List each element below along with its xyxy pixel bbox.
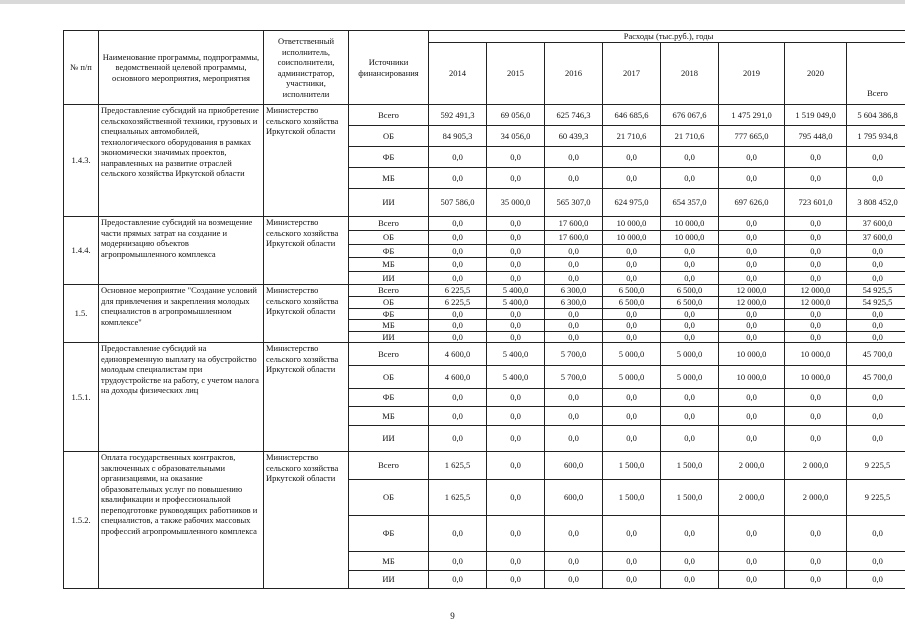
value-cell: 0,0 (785, 571, 847, 589)
value-cell: 5 700,0 (545, 366, 603, 389)
value-cell: 0,0 (545, 308, 603, 320)
value-cell: 4 600,0 (429, 366, 487, 389)
total-cell: 0,0 (847, 168, 905, 189)
value-cell: 676 067,6 (661, 105, 719, 126)
value-cell: 0,0 (545, 516, 603, 552)
value-cell: 0,0 (661, 389, 719, 407)
value-cell: 565 307,0 (545, 189, 603, 217)
table-row (64, 343, 905, 366)
value-cell: 0,0 (661, 571, 719, 589)
funding-source: ОБ (349, 297, 429, 309)
responsible-executor: Министерство сельского хозяйства Иркутской области (264, 105, 349, 217)
value-cell: 0,0 (785, 245, 847, 258)
value-cell: 795 448,0 (785, 126, 847, 147)
financing-table (63, 30, 905, 589)
value-cell: 2 000,0 (785, 480, 847, 516)
value-cell: 12 000,0 (719, 297, 785, 309)
value-cell: 723 601,0 (785, 189, 847, 217)
total-cell: 0,0 (847, 320, 905, 332)
value-cell: 5 700,0 (545, 343, 603, 366)
total-cell: 37 600,0 (847, 217, 905, 231)
value-cell: 777 665,0 (719, 126, 785, 147)
total-cell: 54 925,5 (847, 297, 905, 309)
header-num: № п/п (64, 31, 99, 105)
value-cell: 0,0 (487, 407, 545, 426)
value-cell: 0,0 (661, 308, 719, 320)
funding-source: ИИ (349, 272, 429, 285)
value-cell: 69 056,0 (487, 105, 545, 126)
program-name: Предоставление субсидий на единовременную выплату на обустройство молодым специалистам при трудоустройстве на работу, с учетом налога на доходы физических лиц (99, 343, 264, 452)
header-name: Наименование программы, подпрограммы, ведомственной целевой программы, основного мероприятия, мероприятия (99, 31, 264, 105)
value-cell: 0,0 (785, 407, 847, 426)
total-cell: 0,0 (847, 272, 905, 285)
value-cell: 5 000,0 (603, 343, 661, 366)
funding-source: ФБ (349, 147, 429, 168)
funding-source: ОБ (349, 231, 429, 245)
header-year: 2017 (603, 43, 661, 105)
value-cell: 0,0 (429, 426, 487, 452)
value-cell: 0,0 (785, 426, 847, 452)
total-cell: 45 700,0 (847, 343, 905, 366)
value-cell: 0,0 (545, 245, 603, 258)
value-cell: 0,0 (487, 231, 545, 245)
value-cell: 0,0 (603, 272, 661, 285)
value-cell: 0,0 (487, 217, 545, 231)
value-cell: 84 905,3 (429, 126, 487, 147)
value-cell: 0,0 (661, 426, 719, 452)
value-cell: 0,0 (545, 426, 603, 452)
value-cell: 0,0 (785, 168, 847, 189)
funding-source: ИИ (349, 571, 429, 589)
table-row (64, 452, 905, 480)
value-cell: 0,0 (545, 389, 603, 407)
value-cell: 0,0 (661, 552, 719, 571)
total-cell: 1 795 934,8 (847, 126, 905, 147)
value-cell: 654 357,0 (661, 189, 719, 217)
value-cell: 1 625,5 (429, 452, 487, 480)
value-cell: 12 000,0 (719, 285, 785, 297)
total-cell: 0,0 (847, 331, 905, 343)
value-cell: 0,0 (603, 168, 661, 189)
value-cell: 10 000,0 (661, 231, 719, 245)
value-cell: 0,0 (487, 331, 545, 343)
value-cell: 0,0 (545, 320, 603, 332)
table-row (64, 217, 905, 231)
value-cell: 0,0 (487, 516, 545, 552)
value-cell: 0,0 (429, 308, 487, 320)
value-cell: 0,0 (545, 168, 603, 189)
value-cell: 21 710,6 (603, 126, 661, 147)
total-cell: 0,0 (847, 389, 905, 407)
value-cell: 0,0 (487, 426, 545, 452)
value-cell: 0,0 (603, 426, 661, 452)
value-cell: 6 225,5 (429, 297, 487, 309)
total-cell: 0,0 (847, 407, 905, 426)
value-cell: 0,0 (429, 217, 487, 231)
value-cell: 0,0 (487, 245, 545, 258)
value-cell: 10 000,0 (785, 343, 847, 366)
value-cell: 0,0 (487, 320, 545, 332)
value-cell: 0,0 (487, 480, 545, 516)
value-cell: 1 500,0 (661, 452, 719, 480)
value-cell: 0,0 (719, 272, 785, 285)
table-row (64, 105, 905, 126)
value-cell: 6 500,0 (603, 297, 661, 309)
funding-source: МБ (349, 258, 429, 272)
funding-source: МБ (349, 407, 429, 426)
value-cell: 0,0 (487, 552, 545, 571)
value-cell: 0,0 (429, 168, 487, 189)
value-cell: 0,0 (429, 320, 487, 332)
value-cell: 0,0 (661, 516, 719, 552)
header-expenses: Расходы (тыс.руб.), годы (429, 31, 905, 43)
value-cell: 0,0 (429, 272, 487, 285)
value-cell: 0,0 (429, 552, 487, 571)
funding-source: Всего (349, 217, 429, 231)
value-cell: 6 225,5 (429, 285, 487, 297)
value-cell: 0,0 (719, 389, 785, 407)
total-cell: 5 604 386,8 (847, 105, 905, 126)
table-row (64, 285, 905, 297)
total-cell: 37 600,0 (847, 231, 905, 245)
funding-source: Всего (349, 343, 429, 366)
value-cell: 5 400,0 (487, 366, 545, 389)
value-cell: 0,0 (719, 258, 785, 272)
value-cell: 0,0 (545, 331, 603, 343)
value-cell: 0,0 (429, 258, 487, 272)
value-cell: 592 491,3 (429, 105, 487, 126)
funding-source: ИИ (349, 426, 429, 452)
total-cell: 0,0 (847, 258, 905, 272)
header-year: 2014 (429, 43, 487, 105)
funding-source: ФБ (349, 389, 429, 407)
value-cell: 1 500,0 (603, 480, 661, 516)
value-cell: 0,0 (545, 571, 603, 589)
value-cell: 0,0 (603, 308, 661, 320)
value-cell: 6 500,0 (661, 297, 719, 309)
value-cell: 0,0 (719, 331, 785, 343)
row-number: 1.5.1. (64, 343, 99, 452)
value-cell: 6 300,0 (545, 297, 603, 309)
value-cell: 5 000,0 (603, 366, 661, 389)
page-number: 9 (450, 611, 455, 621)
funding-source: ОБ (349, 126, 429, 147)
value-cell: 1 519 049,0 (785, 105, 847, 126)
value-cell: 0,0 (603, 516, 661, 552)
value-cell: 0,0 (719, 426, 785, 452)
value-cell: 0,0 (429, 571, 487, 589)
value-cell: 0,0 (785, 389, 847, 407)
total-cell: 9 225,5 (847, 480, 905, 516)
value-cell: 0,0 (661, 272, 719, 285)
value-cell: 10 000,0 (603, 231, 661, 245)
value-cell: 1 500,0 (661, 480, 719, 516)
total-cell: 0,0 (847, 552, 905, 571)
value-cell: 625 746,3 (545, 105, 603, 126)
value-cell: 697 626,0 (719, 189, 785, 217)
total-cell: 54 925,5 (847, 285, 905, 297)
funding-source: ОБ (349, 366, 429, 389)
value-cell: 0,0 (661, 147, 719, 168)
value-cell: 10 000,0 (719, 343, 785, 366)
funding-source: Всего (349, 285, 429, 297)
value-cell: 0,0 (603, 320, 661, 332)
value-cell: 0,0 (545, 272, 603, 285)
total-cell: 0,0 (847, 516, 905, 552)
value-cell: 0,0 (785, 331, 847, 343)
value-cell: 624 975,0 (603, 189, 661, 217)
value-cell: 10 000,0 (661, 217, 719, 231)
value-cell: 0,0 (603, 245, 661, 258)
header-year: 2018 (661, 43, 719, 105)
value-cell: 0,0 (487, 389, 545, 407)
program-name: Основное мероприятие "Создание условий для привлечения и закрепления молодых специалистов в агропромышленном комплексе" (99, 285, 264, 343)
total-cell: 45 700,0 (847, 366, 905, 389)
value-cell: 0,0 (719, 516, 785, 552)
value-cell: 0,0 (545, 147, 603, 168)
value-cell: 5 000,0 (661, 366, 719, 389)
value-cell: 0,0 (661, 168, 719, 189)
program-name: Предоставление субсидий на приобретение сельскохозяйственной техники, грузовых и специальных автомобилей, технологического оборудования в рамках экономически значимых проектов, направленных на развитие отраслей сельского хозяйства Иркутской области (99, 105, 264, 217)
value-cell: 0,0 (603, 147, 661, 168)
responsible-executor: Министерство сельского хозяйства Иркутской области (264, 452, 349, 589)
value-cell: 0,0 (719, 168, 785, 189)
value-cell: 0,0 (487, 272, 545, 285)
value-cell: 34 056,0 (487, 126, 545, 147)
value-cell: 5 400,0 (487, 285, 545, 297)
value-cell: 0,0 (603, 331, 661, 343)
value-cell: 0,0 (719, 571, 785, 589)
value-cell: 0,0 (719, 147, 785, 168)
value-cell: 6 300,0 (545, 285, 603, 297)
row-number: 1.5. (64, 285, 99, 343)
value-cell: 0,0 (429, 389, 487, 407)
value-cell: 0,0 (719, 231, 785, 245)
value-cell: 2 000,0 (719, 480, 785, 516)
value-cell: 2 000,0 (785, 452, 847, 480)
responsible-executor: Министерство сельского хозяйства Иркутской области (264, 217, 349, 285)
total-cell: 0,0 (847, 245, 905, 258)
value-cell: 0,0 (661, 407, 719, 426)
value-cell: 5 400,0 (487, 343, 545, 366)
value-cell: 0,0 (429, 516, 487, 552)
value-cell: 0,0 (487, 147, 545, 168)
value-cell: 12 000,0 (785, 297, 847, 309)
row-number: 1.4.4. (64, 217, 99, 285)
value-cell: 10 000,0 (719, 366, 785, 389)
value-cell: 0,0 (661, 320, 719, 332)
value-cell: 0,0 (487, 258, 545, 272)
header-responsible: Ответственный исполнитель, соисполнители, администратор, участники, исполнители (264, 31, 349, 105)
value-cell: 0,0 (487, 168, 545, 189)
value-cell: 0,0 (719, 320, 785, 332)
total-cell: 0,0 (847, 426, 905, 452)
funding-source: Всего (349, 105, 429, 126)
funding-source: МБ (349, 168, 429, 189)
value-cell: 0,0 (785, 320, 847, 332)
value-cell: 0,0 (429, 331, 487, 343)
value-cell: 0,0 (785, 516, 847, 552)
header-total: Всего (847, 43, 905, 105)
program-name: Предоставление субсидий на возмещение части прямых затрат на создание и модернизацию объектов агропромышленного комплекса (99, 217, 264, 285)
program-name: Оплата государственных контрактов, заключенных с образовательными организациями, на оказание образовательных услуг по повышению квалификации и профессиональной переподготовке руководящих работников и специалистов, а также рабочих массовых профессий агропромышленного комплекса (99, 452, 264, 589)
value-cell: 2 000,0 (719, 452, 785, 480)
funding-source: ИИ (349, 189, 429, 217)
value-cell: 0,0 (603, 258, 661, 272)
scan-top-edge (0, 0, 905, 4)
funding-source: Всего (349, 452, 429, 480)
responsible-executor: Министерство сельского хозяйства Иркутской области (264, 343, 349, 452)
value-cell: 600,0 (545, 480, 603, 516)
value-cell: 646 685,6 (603, 105, 661, 126)
funding-source: МБ (349, 552, 429, 571)
total-cell: 0,0 (847, 308, 905, 320)
value-cell: 0,0 (719, 308, 785, 320)
value-cell: 0,0 (719, 552, 785, 571)
value-cell: 6 500,0 (603, 285, 661, 297)
value-cell: 10 000,0 (603, 217, 661, 231)
value-cell: 0,0 (603, 552, 661, 571)
value-cell: 0,0 (545, 552, 603, 571)
value-cell: 0,0 (785, 231, 847, 245)
value-cell: 0,0 (785, 272, 847, 285)
value-cell: 0,0 (603, 571, 661, 589)
value-cell: 21 710,6 (661, 126, 719, 147)
funding-source: МБ (349, 320, 429, 332)
value-cell: 0,0 (785, 552, 847, 571)
header-year: 2019 (719, 43, 785, 105)
value-cell: 0,0 (661, 331, 719, 343)
value-cell: 0,0 (429, 245, 487, 258)
value-cell: 0,0 (429, 407, 487, 426)
value-cell: 0,0 (719, 217, 785, 231)
table-header (64, 31, 905, 105)
value-cell: 0,0 (429, 147, 487, 168)
value-cell: 507 586,0 (429, 189, 487, 217)
value-cell: 0,0 (487, 452, 545, 480)
value-cell: 17 600,0 (545, 231, 603, 245)
funding-source: ОБ (349, 480, 429, 516)
value-cell: 1 625,5 (429, 480, 487, 516)
total-cell: 0,0 (847, 147, 905, 168)
responsible-executor: Министерство сельского хозяйства Иркутской области (264, 285, 349, 343)
value-cell: 35 000,0 (487, 189, 545, 217)
value-cell: 0,0 (785, 308, 847, 320)
funding-source: ФБ (349, 516, 429, 552)
value-cell: 0,0 (603, 407, 661, 426)
total-cell: 3 808 452,0 (847, 189, 905, 217)
value-cell: 600,0 (545, 452, 603, 480)
value-cell: 0,0 (719, 407, 785, 426)
value-cell: 17 600,0 (545, 217, 603, 231)
header-sources: Источники финансирования (349, 31, 429, 105)
value-cell: 5 000,0 (661, 343, 719, 366)
funding-source: ФБ (349, 308, 429, 320)
value-cell: 0,0 (661, 245, 719, 258)
funding-source: ФБ (349, 245, 429, 258)
value-cell: 0,0 (487, 571, 545, 589)
total-cell: 0,0 (847, 571, 905, 589)
value-cell: 0,0 (661, 258, 719, 272)
value-cell: 0,0 (785, 258, 847, 272)
value-cell: 0,0 (785, 217, 847, 231)
value-cell: 0,0 (785, 147, 847, 168)
value-cell: 0,0 (429, 231, 487, 245)
value-cell: 0,0 (603, 389, 661, 407)
header-year: 2015 (487, 43, 545, 105)
value-cell: 0,0 (545, 407, 603, 426)
value-cell: 1 500,0 (603, 452, 661, 480)
value-cell: 5 400,0 (487, 297, 545, 309)
value-cell: 4 600,0 (429, 343, 487, 366)
value-cell: 1 475 291,0 (719, 105, 785, 126)
value-cell: 12 000,0 (785, 285, 847, 297)
total-cell: 9 225,5 (847, 452, 905, 480)
value-cell: 10 000,0 (785, 366, 847, 389)
row-number: 1.5.2. (64, 452, 99, 589)
funding-source: ИИ (349, 331, 429, 343)
header-year: 2020 (785, 43, 847, 105)
table-body (64, 105, 905, 589)
value-cell: 6 500,0 (661, 285, 719, 297)
row-number: 1.4.3. (64, 105, 99, 217)
value-cell: 0,0 (487, 308, 545, 320)
value-cell: 60 439,3 (545, 126, 603, 147)
header-year: 2016 (545, 43, 603, 105)
value-cell: 0,0 (719, 245, 785, 258)
value-cell: 0,0 (545, 258, 603, 272)
